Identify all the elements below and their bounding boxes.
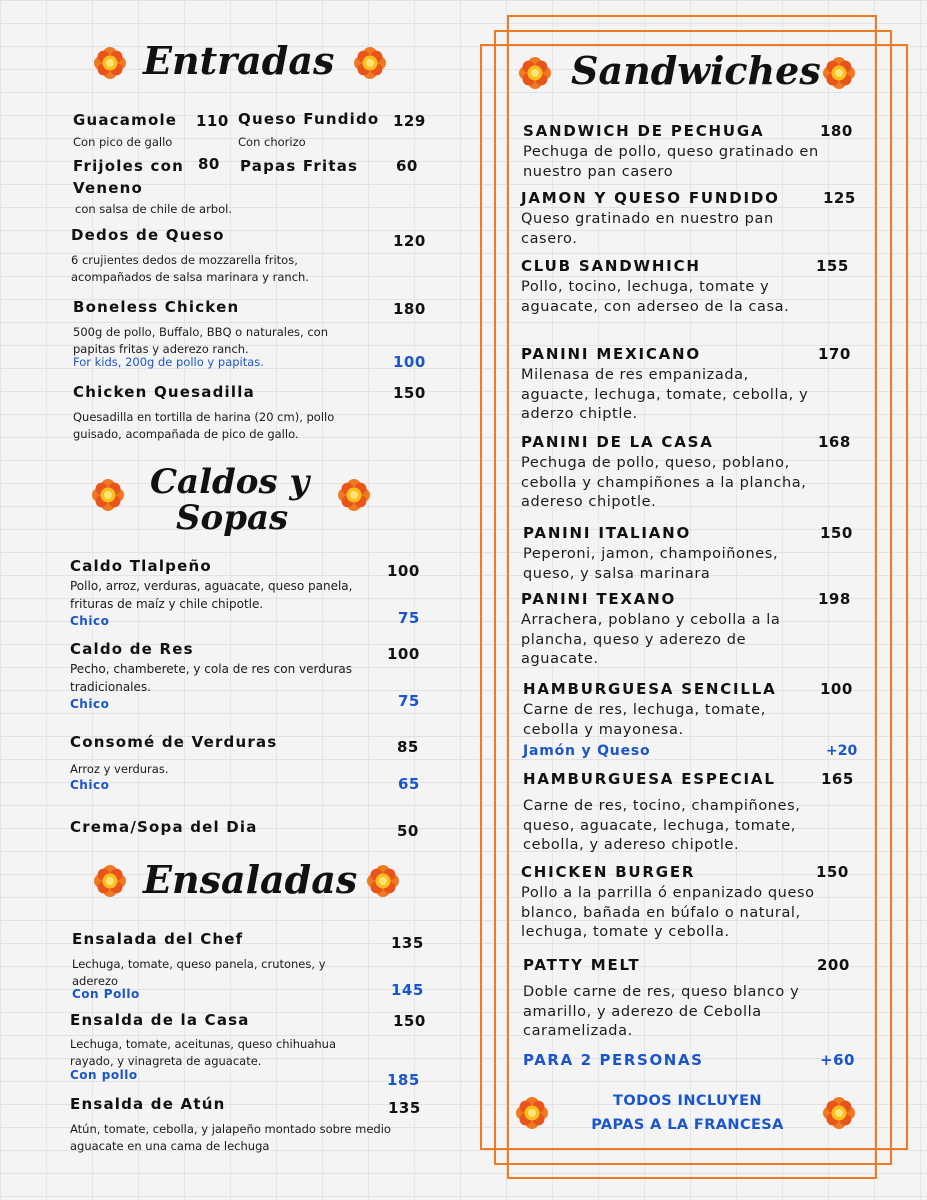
item-price: 100 — [387, 562, 420, 580]
section-title-caldos: Caldos y — [150, 462, 310, 502]
item-desc: Pecho, chamberete, y cola de res con verduras tradicionales. — [70, 662, 352, 694]
item-desc: Arrachera, poblano y cebolla a la plancha, queso y aderezo de aguacate. — [521, 612, 781, 668]
flower-icon — [822, 56, 856, 90]
item-price: 150 — [816, 863, 849, 881]
item-price: 50 — [397, 822, 419, 840]
section-title-sopas: Sopas — [176, 498, 289, 538]
item-desc: Pollo, tocino, lechuga, tomate y aguacate, con aderseo de la casa. — [521, 279, 790, 315]
item-desc: Pollo a la parrilla ó enpanizado queso blanco, bañada en búfalo o natural, lechuga, tomate y cebolla. — [521, 885, 815, 941]
chico-label: Chico — [70, 614, 110, 628]
item-price: 168 — [818, 433, 851, 451]
section-title-entradas: Entradas — [143, 38, 335, 83]
item-name: Caldo Tlalpeño — [70, 557, 212, 575]
item-name: CLUB SANDWHICH — [521, 257, 701, 275]
section-title-sandwiches: Sandwiches — [571, 48, 821, 93]
item-name: PANINI TEXANO — [521, 590, 677, 608]
item-desc: con salsa de chile de arbol. — [75, 202, 232, 216]
para-2-personas: PARA 2 PERSONAS — [523, 1051, 704, 1069]
flower-icon — [353, 46, 387, 80]
item-price: 110 — [196, 112, 229, 130]
flower-icon — [518, 56, 552, 90]
footer-line-1: TODOS INCLUYEN — [613, 1093, 762, 1109]
item-desc: Carne de res, tocino, champiñones, queso, aguacate, lechuga, tomate, cebolla, y adereso chipotle. — [523, 798, 801, 854]
item-desc: 500g de pollo, Buffalo, BBQ o naturales, con papitas fritas y aderezo ranch. — [73, 325, 329, 357]
flower-icon — [822, 1096, 856, 1130]
item-price: 150 — [393, 384, 426, 402]
item-name: PANINI DE LA CASA — [521, 433, 714, 451]
item-name: Queso Fundido — [238, 110, 380, 128]
item-desc: Pollo, arroz, verduras, aguacate, queso panela, frituras de maíz y chile chipotle. — [70, 579, 353, 611]
item-price: 100 — [820, 680, 853, 698]
section-title-ensaladas: Ensaladas — [143, 857, 358, 902]
item-desc: Pechuga de pollo, queso, poblano, cebolla y champiñones a la plancha, adereso chipotle. — [521, 455, 807, 511]
item-name: Crema/Sopa del Dia — [70, 818, 258, 836]
footer-line-2: PAPAS A LA FRANCESA — [591, 1117, 784, 1133]
item-name: Frijoles con Veneno — [73, 157, 185, 197]
item-price: 198 — [818, 590, 851, 608]
item-name: Ensalada del Chef — [72, 930, 244, 948]
item-price: 135 — [388, 1099, 421, 1117]
item-price: 150 — [820, 524, 853, 542]
chico-label: Chico — [70, 697, 110, 711]
item-price: 155 — [816, 257, 849, 275]
item-desc: Carne de res, lechuga, tomate, cebolla y mayonesa. — [523, 702, 766, 738]
chico-label: Chico — [70, 778, 110, 792]
item-price: 170 — [818, 345, 851, 363]
item-price: 180 — [393, 300, 426, 318]
item-desc: Atún, tomate, cebolla, y jalapeño montado sobre medio aguacate en una cama de lechuga — [70, 1122, 391, 1154]
item-name: PANINI ITALIANO — [523, 524, 692, 542]
extra-label: Con Pollo — [72, 987, 140, 1001]
item-name: Caldo de Res — [70, 640, 194, 658]
item-name: HAMBURGUESA SENCILLA — [523, 680, 777, 698]
item-name: Ensalda de Atún — [70, 1095, 226, 1113]
item-desc: Con pico de gallo — [73, 135, 173, 149]
extra-price: 145 — [391, 981, 424, 999]
item-price: 120 — [393, 232, 426, 250]
item-desc: Pechuga de pollo, queso gratinado en nuestro pan casero — [523, 144, 819, 180]
item-price: 180 — [820, 122, 853, 140]
item-name: Guacamole — [73, 111, 178, 129]
item-name: JAMON Y QUESO FUNDIDO — [521, 189, 780, 207]
flower-icon — [93, 864, 127, 898]
item-name: Dedos de Queso — [71, 226, 225, 244]
item-name: Boneless Chicken — [73, 298, 240, 316]
item-name: Ensalda de la Casa — [70, 1011, 250, 1029]
flower-icon — [515, 1096, 549, 1130]
item-desc: 6 crujientes dedos de mozzarella fritos, acompañados de salsa marinara y ranch. — [71, 253, 309, 285]
item-name: CHICKEN BURGER — [521, 863, 696, 881]
extra-label: Jamón y Queso — [523, 743, 651, 759]
kids-option: For kids, 200g de pollo y papitas. — [73, 355, 264, 369]
flower-icon — [93, 46, 127, 80]
flower-icon — [366, 864, 400, 898]
chico-price: 75 — [398, 609, 420, 627]
item-name: Consomé de Verduras — [70, 733, 278, 751]
item-desc: Quesadilla en tortilla de harina (20 cm), pollo guisado, acompañada de pico de gallo. — [73, 410, 335, 442]
extra-price: +20 — [826, 743, 858, 759]
item-desc: Doble carne de res, queso blanco y amarillo, y aderezo de Cebolla caramelizada. — [523, 984, 800, 1040]
item-price: 200 — [817, 956, 850, 974]
item-name: HAMBURGUESA ESPECIAL — [523, 770, 776, 788]
item-price: 150 — [393, 1012, 426, 1030]
item-price: 129 — [393, 112, 426, 130]
item-price: 80 — [198, 155, 220, 173]
item-name: SANDWICH DE PECHUGA — [523, 122, 765, 140]
item-name: Papas Fritas — [240, 157, 359, 175]
chico-price: 75 — [398, 692, 420, 710]
item-desc: Con chorizo — [238, 135, 306, 149]
extra-price: 185 — [387, 1071, 420, 1089]
item-desc: Lechuga, tomate, queso panela, crutones, y aderezo — [72, 957, 326, 989]
kids-price: 100 — [393, 353, 426, 371]
flower-icon — [337, 478, 371, 512]
item-desc: Arroz y verduras. — [70, 762, 169, 776]
item-desc: Queso gratinado en nuestro pan casero. — [521, 211, 774, 247]
item-desc: Lechuga, tomate, aceitunas, queso chihuahua rayado, y vinagreta de aguacate. — [70, 1037, 337, 1069]
item-price: 165 — [821, 770, 854, 788]
item-price: 125 — [823, 189, 856, 207]
item-desc: Milenasa de res empanizada, aguacte, lechuga, tomate, cebolla, y aderzo chiptle. — [521, 367, 809, 423]
para-2-price: +60 — [820, 1051, 855, 1069]
extra-label: Con pollo — [70, 1068, 138, 1082]
item-price: 85 — [397, 738, 419, 756]
item-price: 60 — [396, 157, 418, 175]
item-name: Chicken Quesadilla — [73, 383, 255, 401]
chico-price: 65 — [398, 775, 420, 793]
item-desc: Peperoni, jamon, champoiñones, queso, y salsa marinara — [523, 546, 779, 582]
item-name: PATTY MELT — [523, 956, 641, 974]
item-name: PANINI MEXICANO — [521, 345, 701, 363]
item-price: 135 — [391, 934, 424, 952]
item-price: 100 — [387, 645, 420, 663]
flower-icon — [91, 478, 125, 512]
